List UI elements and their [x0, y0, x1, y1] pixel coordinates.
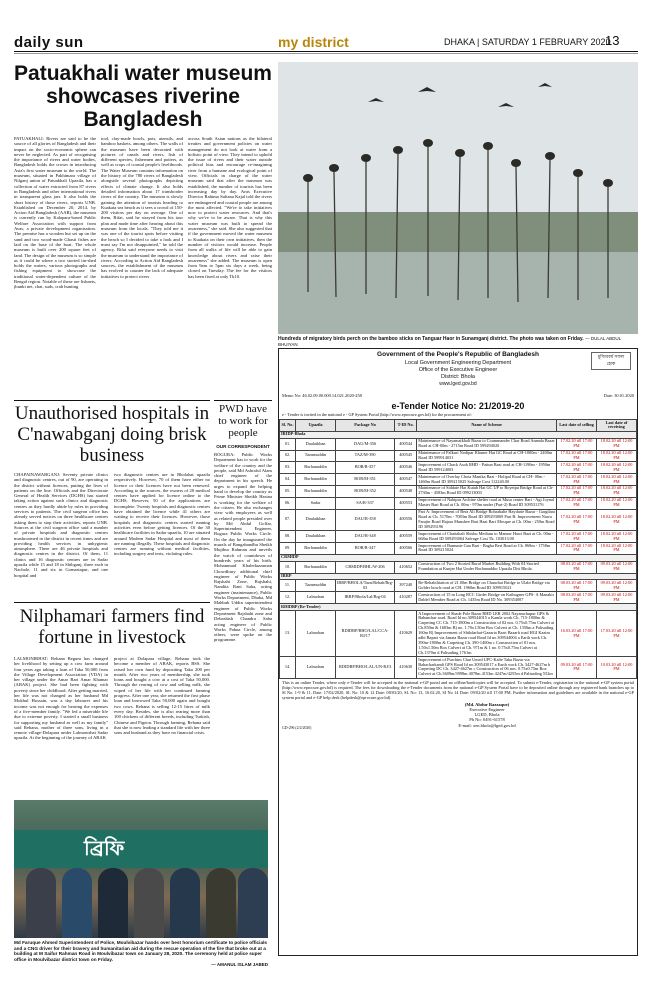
- tender-cell-recv: 09.03.20 till 12:00 PM: [597, 580, 637, 592]
- brand-logo: daily sun: [14, 34, 84, 51]
- tender-group-row: [280, 554, 637, 561]
- tender-cell-upazila: Borhanuddin: [296, 543, 336, 555]
- story3-headline: PWD have to work for people: [218, 403, 268, 439]
- tender-group-row: [280, 431, 637, 438]
- tender-cell-sell: 08.03.20 till 17:00 PM: [557, 592, 597, 604]
- tender-cell-recv: 18.02.20 till 12:00 PM: [597, 509, 637, 531]
- person-figure: [206, 868, 236, 938]
- tender-cell-sl: 07.: [280, 509, 296, 531]
- tender-col-header: Sl. No.: [280, 420, 296, 432]
- tender-row: [280, 611, 637, 657]
- banner-text: ব্রিফি: [84, 836, 125, 860]
- tender-group-row: [280, 604, 637, 611]
- tender-bn-tag: মুজিববর্ষ সফল হোক: [591, 352, 631, 370]
- tender-row: [280, 450, 637, 462]
- tender-cell-recv: 18.02.20 till 12:00 PM: [597, 531, 637, 543]
- tender-row: [280, 543, 637, 555]
- tender-cell-pkg: SA/R-337: [336, 497, 395, 509]
- story3-col: [214, 452, 272, 794]
- masthead-subrule: [14, 53, 638, 54]
- tender-col-header: Last date of selling: [557, 420, 597, 432]
- tender-cell-recv: 09.03.20 till 12:00 PM: [597, 592, 637, 604]
- tender-cell-pkg: DAU/R-348: [336, 531, 395, 543]
- person-figure: [238, 868, 268, 938]
- tender-cell-upazila: Borhanuddin: [296, 474, 336, 486]
- tender-cell-sell: 16.03.20 till 17:00 PM: [557, 611, 597, 657]
- tender-cell-tid: 410630: [395, 657, 417, 679]
- tender-memo: Memo No: 46.02.09.00.000.14.021.2020-258: [282, 393, 362, 398]
- story2-col2: [114, 472, 210, 600]
- tender-title: e-Tender Notice No: 21/2019-20: [391, 401, 525, 411]
- tender-cell-tid: 400553: [395, 497, 417, 509]
- tender-cell-sl: 06.: [280, 497, 296, 509]
- tender-cell-upazila: Lalmohan: [296, 657, 336, 679]
- tender-col-header: Upazila: [296, 420, 336, 432]
- tender-cell-scheme: Part A: Improvement of Bera Ali Bridge Bohrabalie Haydarie Bazar - Gargilara Road at Ch. 5170m - 7083m Road ID 309293069 Part B: Improvement Nawa Farajin Road Hajara Munshee Bari Haat Bari Mosque at Ch. 00m - 250m Road ID 309293196: [418, 509, 555, 529]
- tender-cell-tid: 400566: [395, 543, 417, 555]
- person-figure: [26, 868, 56, 938]
- tender-group-name: CRMIDP: [280, 554, 637, 561]
- tender-row: [280, 657, 637, 679]
- story2-rule: [14, 400, 210, 401]
- tender-row: [280, 531, 637, 543]
- tender-cell-sell: 08.03.20 till 17:00 PM: [557, 561, 597, 573]
- tender-cell-upazila: Borhanuddin: [296, 462, 336, 474]
- tender-cell-recv: 18.02.20 till 12:00 PM: [597, 485, 637, 497]
- tender-gov: Government of the People's Republic of Bangladesh: [377, 351, 539, 358]
- tender-cell-sell: 17.02.20 till 17:00 PM: [557, 450, 597, 462]
- tender-cell-scheme: Construction of Two 2 Storied Rural Market Building With 04 Storied Foundation at Kunjer Hat Under Borhanuddin Upazila Dist Bhola.: [417, 561, 557, 573]
- tender-group-name: RDIDBP (Re-Tender): [280, 604, 637, 611]
- tender-cell-scheme: Re-Rehabilitation of 21.00m Bridge on Chanchat Bridge to Ulabi Bridge via Golder bowls road at CH. 1960m Road ID 309915021: [417, 580, 557, 592]
- story4-col2: [114, 656, 210, 796]
- birds-caption: [278, 336, 638, 348]
- tender-cell-pkg: DAU/R-358: [336, 509, 395, 531]
- tender-intro: e - Tender is invited in the national e - GP System Portal (http://www.eprocure.gov.bd) for the procurement of:: [282, 412, 472, 417]
- tender-cell-scheme: Construction of 15 m Long RCC Girder Bridge on Kathugner GPS- A Manakir Daldel Member Road at Ch. 1435m Road ID No. 309354087: [417, 592, 557, 604]
- tender-signer-title: Executive Engineer: [469, 706, 505, 712]
- tender-signer: (Md. Abdur Razzaque): [464, 701, 510, 707]
- tender-row: [280, 561, 637, 573]
- award-credit: — AMANUL ISLAM JABED: [211, 962, 268, 968]
- tender-cell-tid: 400548: [395, 485, 417, 497]
- person-figure: [134, 868, 164, 938]
- tender-footnote: This is an online Tender, where only e-Tender will be accepted in the national e-GP portal and no offline/hardcopies will be accepted. To submit e-Tender, registration in the national e-GP system portal (http://www.eprocure.gov.bd) is required. The fees for downloading the e-Tender documents from the national e-GP System Portal have to be deposited online through any registered bank branches up to Sl No: 1-9 & 11, Date: 17/02/2020, SL No: 10 & 12 Date: 08/03/20, SL No: 13, 16.02.20, SI No 14 Date: 09/02/20 till 17:00 PM. Further information and guidelines are available in the national e-GP system portal and e-GP help desk (helpdesk@eprocure.gov.bd): [282, 679, 634, 700]
- person-figure: [98, 868, 128, 938]
- tender-cell-pkg: DAU/M-356: [336, 438, 395, 450]
- tender-cell-upazila: Tazumuddin: [296, 580, 336, 592]
- tender-cell-pkg: CRMIDP/BHL/W-206: [336, 561, 395, 573]
- page-number: 13: [605, 33, 620, 48]
- tender-dept: Local Government Engineering Department: [404, 360, 512, 366]
- tender-cell-sell: 08.03.20 till 17:00 PM: [557, 580, 597, 592]
- tender-date: Date: 30.01.2020: [603, 393, 634, 398]
- tender-cell-scheme: Improvement of Bamunie Gau Bari - Bagha Beri Road at Ch. 868m - 1758m Road ID 309215024: [417, 543, 557, 555]
- story1-headline: Patuakhali water museum showcases riverine Bangladesh: [14, 62, 272, 131]
- tender-cell-tid: 400546: [395, 462, 417, 474]
- tender-cell-sell: 17.02.20 till 17:00 PM: [557, 497, 597, 509]
- story1-col2: [101, 136, 183, 396]
- tender-cell-recv: 18.02.20 till 12:00 PM: [597, 497, 637, 509]
- tender-cell-recv: 18.02.20 till 12:00 PM: [597, 462, 637, 474]
- masthead-rule: [14, 51, 638, 52]
- tender-cell-upazila: Daulatkhan: [296, 531, 336, 543]
- birds-photo: [278, 62, 638, 334]
- tender-cell-upazila: Borhanuddin: [296, 561, 336, 573]
- tender-cell-sell: 09.03.20 till 17:00 PM: [557, 657, 597, 679]
- tender-cell-scheme: Improvement of Purchim Char Umed UPC-Kalie Taka Bazar via Bahacharkandi GPS Road Id no.309543017 a Earth work Ch. 3427-4627m b Carpeting DC Ch. 3427-4627m c Construction of 06 nos. 0.75x0.75m Box Culvert at Ch.3609m/3998m 4078m 4153m 4247m/4255m d Palisading 552m: [417, 657, 557, 679]
- tender-cell-scheme: Maintenance of Nayamatkhali Bazar to Coammander Char Road Ananda Bazar Road at CH-00m - 2715m Road ID 599294020: [418, 438, 555, 449]
- tender-cell-tid: 400544: [395, 438, 417, 450]
- tender-cell-sell: 17.02.20 till 17:00 PM: [557, 509, 597, 531]
- story2-col1: [14, 472, 108, 600]
- tender-cell-scheme: A Improvement of Shade Pole Bazar RHD LER 2002 Nayamchupur GPS & Bahanchar road. Road Id no.309544015 a Kamla work Ch. 715-1800m & Carpeting CC Ch. 715-1800m a Construction of 02 nos. 0.75x0.75m Culvert at Ch.850m & 1683m B) no. 1.70x1.50m Box Culvert at Ch. 1356m a Palisading 160m R) Improvement of Shikdarhat-Gazaria Barri Bazarh road HGI Kazim adhi Bapari via Janata Bazar road Road Id no.309544004 a Earth work Ch. 390m-1800m & Carpeting Ch. 390-1400m c Construction of 01 nos. 1.50x1.50m Box Culvert at Ch. 971m & 1 no. 0.75x0.75m Culvert at Ch.1370m d Palisading 1761m: [417, 611, 557, 657]
- story1-text-2: tool, clay-made bowls, pots, utensils, and bamboo baskets, among others. The walls of the museum have been decorated with pictures of canals and rivers, fish of different species, fishermen and potters, as well as crops of coastal people's livelihoods. The Water Museum contains information on the history of the 780 rivers of Bangladesh alongside several photographs depicting effects of climate change. It also holds detailed information about 17 transborder rivers of the country. The museum is slowly gaining the attention of tourists heading to Kuakata sea beach as it sees a crowd of 150-200 visitors per day on average. One of them, Rifat, said he strayed from his tour plan and made time after hearing about this museum from the locals. "They told me it was one of the tourist spots before visiting the beach so I decided to take a look and I must say I'm not disappointed," he told the agency. Rifat said everyone needs to visit the museum to understand the importance of rivers. According to Action Aid Bangladesh sources, the establishment of the museum has evolved to counter the lack of adequate initiatives to protect rivers: [101, 136, 183, 279]
- tender-notice: [278, 348, 638, 956]
- tender-district: District: Bhola: [441, 374, 475, 380]
- tender-cell-sell: 17.02.20 till 17:00 PM: [557, 543, 597, 555]
- story1-col3: [188, 136, 272, 396]
- tender-cell-scheme: Maintenance of Siddate Hat Kutub Hat GC UP to Boyeipu Bridge Road at Ch- 2730m - 4583m Road ID 099213003: [417, 485, 557, 497]
- tender-cell-upazila: Tazumuddin: [296, 450, 336, 462]
- tender-cell-sl: 02.: [280, 450, 296, 462]
- story2-text-2: two diagnostic centres are in Bholahat upazila respectively. However, 70 of them have either no licence or their licences have not been renewed. According to the sources, the owners of 20 medical centres have applied for licence online to the DGHS. However, 50 of the applications are incomplete. Twenty hospitals and diagnostic centres have obtained the licence while 41 others are waiting to receive their licences. However, those hospitals and diagnostic centres started running activities even before getting licences. Of the 30 healthcare facilities in Sadar upazila, 10 are situated around Modern Sadar Hospital and most of them are running illegally. These hospitals and diagnostic centres are running without medical facilities, including surgery and tests, violating rules.: [114, 472, 210, 557]
- tender-gd: GD-296 (2/2/2020): [282, 725, 312, 730]
- tender-cell-recv: 18.02.20 till 12:00 PM: [597, 450, 637, 462]
- tender-cell-upazila: Daulatkhan: [296, 438, 336, 450]
- tender-web: www.lged.gov.bd: [439, 381, 477, 387]
- tender-cell-pkg: BOR/M-351: [336, 474, 395, 486]
- tender-cell-upazila: Lalmohan: [296, 611, 336, 657]
- tender-cell-scheme: Improvement of Chack Asok RHD - Paitun Bazi road at CH-1190m - 1950m Road ID 599124003: [417, 462, 557, 474]
- tender-cell-pkg: BOR/R-357: [336, 462, 395, 474]
- tender-cell-tid: 397240: [395, 580, 417, 592]
- story3-rule: [214, 400, 272, 401]
- tender-cell-pkg: IRRP/BHOLA/Tazu/Rehab/Brg-03: [337, 579, 394, 590]
- tender-signer-phone: Ph No: 0491-61578: [469, 717, 505, 723]
- tender-cell-sl: 10.: [280, 561, 296, 573]
- birds-credit: — DULAL ABDUL BHUIYAN: [278, 336, 622, 347]
- tender-cell-tid: 410629: [395, 611, 417, 657]
- tender-cell-pkg: BOR/R-347: [336, 543, 395, 555]
- award-photo: [14, 800, 268, 938]
- tender-row: [280, 592, 637, 604]
- award-caption-text: Md Faruque Ahmed Superintendent of Police, Moulvibazar hands over best honorium certificate to police officials and a CNG driver for their bravery and humanitarian aid during the rescue operation of the fire that broke out at a building at M Saifur Rahman Road in Moulvibazar town on January 28, 2020. The ceremony held at police super office in Moulvibazar district town on Friday.: [14, 940, 267, 962]
- tender-header: [279, 349, 637, 393]
- tender-group-name: IRIDP-Bhola: [280, 431, 637, 438]
- tender-row: [280, 474, 637, 486]
- tender-row: [280, 438, 637, 450]
- tender-cell-sl: 04.: [280, 474, 296, 486]
- tender-memo-line: [279, 393, 637, 401]
- photo-banner: [14, 830, 268, 868]
- tender-col-header: Package No: [336, 420, 395, 432]
- story3-text: BOGURA: Public Works Department has to work for the welfare of the country and the people, said Md Ashraful Alam chief engineer of the department in his speech. He urges to expand the helping hand to develop the country as Prime Minister Sheikh Hasina is working for the welfare of the citizen. He also exchanges view with employees as well as related people presided over by Md Abdul Goffar, Superintendent Engineer, Bogura Public Works Circle. On the day he inaugurated the murals of Bangabandhu Sheikh Mujibur Rahman and unveils the watch of countdown of hundreds years of his birth. Mohammad Khaleduzzaman Chowdhury additional chief engineer of Public Works Rajshahi Zone, Rajshahi, Nandita Rani Saha, acting engineer (maintenance), Public Works Department, Dhaka, Md Mahbub Uddin superintendent engineer of Public Works Department Rajshahi zone and Debashish Chandra Saha acting engineer of Public Works Pabna Circle, among others, were spoke on the programme.: [214, 452, 272, 643]
- story4-headline: Nilphamari farmers find fortune in livestock: [19, 606, 205, 648]
- tender-col-header: T-ID No.: [395, 420, 417, 432]
- tender-cell-upazila: Sadar: [296, 497, 336, 509]
- tender-cell-scheme: Improvement of Nabipur Archine shelter road at Musa center Bari - Agi Joynal Master Bari Road at Ch. 00m - 970m under (Part-2) Road ID 309531176: [417, 497, 557, 509]
- tender-cell-recv: 09.03.20 till 12:00 PM: [597, 561, 637, 573]
- tender-table-body: [280, 431, 637, 678]
- tender-table-header: [280, 420, 637, 432]
- tender-group-name: IRRP: [280, 573, 637, 580]
- tender-cell-tid: 410652: [395, 561, 417, 573]
- tender-office: Office of the Executive Engineer: [418, 367, 498, 373]
- tender-cell-upazila: Daulatkhan: [296, 509, 336, 531]
- tender-row: [280, 485, 637, 497]
- tender-cell-pkg: BOR/M-352: [336, 485, 395, 497]
- tender-cell-sl: 05.: [280, 485, 296, 497]
- tender-signer-email: E-mail: xen.bhola@lged.gov.bd: [458, 722, 516, 728]
- tender-cell-scheme: Maintenance of Overlay Chota Manika Bazi - Holipal Road at CH- 00m - 1460m Road ID 309215025 Salvage Cost 112240.00: [417, 474, 557, 486]
- tender-col-header: Last date of receiving: [597, 420, 637, 432]
- tender-cell-tid: 410287: [395, 592, 417, 604]
- tender-cell-sell: 17.02.20 till 17:00 PM: [557, 462, 597, 474]
- tender-cell-sell: 17.02.20 till 17:00 PM: [557, 474, 597, 486]
- tender-row: [280, 497, 637, 509]
- section-title: my district: [278, 34, 349, 50]
- tender-cell-sl: 01.: [280, 438, 296, 450]
- tender-cell-tid: 400559: [395, 531, 417, 543]
- tender-row: [280, 462, 637, 474]
- tender-col-header: Name of Scheme: [417, 420, 557, 432]
- tender-row: [280, 509, 637, 531]
- tender-cell-sl: 08.: [280, 531, 296, 543]
- tender-signer-org: LGED, Bhola: [474, 712, 500, 718]
- tender-cell-sell: 17.02.20 till 17:00 PM: [557, 531, 597, 543]
- tender-signature: [279, 701, 637, 731]
- story1-text-1: PATUAKHALI: Rivers are said to be the source of all glories of Bangladesh and their impact on the socio-economic sphere can never be neglected. As part of recognising the importance of rivers and water bodies, Bangladesh holds the crown in introducing Asia's first water museum to the world. The museum, situated in Pakhimara village of Nilganj union of Patuakhali Upazila, has a collection of water extracted from 87 rivers in Bangladesh and other international rivers in transparent glass jars. It also holds the short history of those rivers, reports UNB. Established on December 20, 2014, by Action Aid Bangladesh (AAB), the museum is currently run by Kalapara-based Public Welfare Association with support from Avas, a private development organisation. The premise has a wooden hut set up on the sand and two wood-made Ghasit fishes are laid on the base of the boat. The whole museum is built over 200 square feet of land. The design of the museum is so simple as it could be where a two storied tin-shed holds the waters, various photographs and fishing equipment to showcase the traditional water-dependent culture of the Bengal region. Notable of these are fishnets, jhunki net, chai, suds, crab hunting: [14, 136, 96, 290]
- tender-cell-recv: 18.02.20 till 12:00 PM: [597, 543, 637, 555]
- story4-text-1: LALMONIRHAT: Rehana Begum has changed her livelihood by setting up a cow farm around four years ago taking a loan of Taka 50,000 from the Village Development Association (VDA) in her village under the Amar Bari Amar Khamar (ABAK) project. She had been fighting with poverty since her childhood. After getting married, her life was not changed as her husband Md Mokhul Hossain, was a day labourer and his income was not enough for bearing the expenses of a five-member family. "We led a miserable life due to extreme poverty. I started a small business for supporting my husband as well as my family" said Rehana, mother of three sons, living in a remote village-Dolapara under Lalmonirhat Sadar upazila. At the beginning of the journey of ABAK: [14, 656, 108, 741]
- tender-cell-upazila: Borhanuddin: [296, 485, 336, 497]
- tender-cell-sl: 14.: [280, 657, 296, 679]
- person-figure: [62, 868, 92, 938]
- story2-headline: Unauthorised hospitals in C'nawabganj doing brisk business: [14, 403, 210, 466]
- masthead: [0, 0, 650, 52]
- story4-rule: [14, 602, 210, 603]
- tender-cell-tid: 400556: [395, 509, 417, 531]
- story3-byline: OUR CORRESPONDENT: [216, 444, 270, 449]
- story1-col1: [14, 136, 96, 396]
- tender-cell-tid: 400547: [395, 474, 417, 486]
- tender-cell-upazila: Lalmohan: [296, 592, 336, 604]
- birds-caption-text: Hundreds of migratory birds perch on the bamboo sticks on Tanguar Haor in Sunamganj district. The photo was taken on Friday.: [278, 336, 584, 342]
- tender-cell-pkg: RDIDBP/BHO/LAL/CCA-RJ/17: [336, 611, 395, 657]
- tender-cell-recv: 17.03.20 till 12:00 PM: [597, 611, 637, 657]
- tender-cell-sl: 09.: [280, 543, 296, 555]
- tender-row: [280, 580, 637, 592]
- person-figure: [170, 868, 200, 938]
- tender-table: [279, 419, 637, 679]
- story4-col1: [14, 656, 108, 796]
- dateline: DHAKA | SATURDAY 1 FEBRUARY 2020: [444, 37, 611, 47]
- story2-text-1: CHAPAINAWABGANJ: Seventy private clinics and diagnostic centres, out of 90, are operating in the district without licences, putting the lives of patients on the line. Officials and the Directorate General of Health Services (DGHS) has started taking action against such clinics and diagnostic centres as they hardly abide by rules in providing services to patients. The civil surgeon office has already served notices on three healthcare centres asking them to stop their activities, reports UNB. Sources at the civil surgeon office said a number of private hospitals and diagnostic centres mushroomed in the district in recent times and are providing health services in unhygienic atmosphere. There are 46 private hospitals and diagnostic centres in the district. Of them, 11 clinics and 16 diagnostic centres are in Sadar upazila while 15 and 18 in Shibganj, three each in Nachole, 11 and six in Gomastapur, and one hospital and: [14, 472, 108, 578]
- birds-illustration: [278, 62, 638, 334]
- tender-cell-sl: 03.: [280, 462, 296, 474]
- story4-text-2: project at Dolapara village, Rehana took the become a member of ABAK, reports BSS. She raised her own fund by depositing Taka 200 per month. After two years of membership, she took loans and bought a cow at a cost of Taka 50,000. Through the rearing of cow and selling milk, she wiped of her life with her continued farming progress. After one year, she returned the first phase loan and borrowed Taka 50,000 again and bought two cows. Rehana is selling 12-15 litres of milk every day. Besides, she is also rearing more than 100 chickens of different breeds, including Turkish, Chinese and Pigeon. Through farming, Rehana said that she is now leading a standard life with her three sons and husband as they have no financial crisis.: [114, 656, 210, 736]
- tender-cell-sl: 12.: [280, 592, 296, 604]
- tender-cell-recv: 18.02.20 till 12:00 PM: [597, 438, 637, 450]
- award-caption: [14, 940, 268, 968]
- tender-signer-block: [447, 702, 527, 728]
- tender-cell-scheme: Maintenance of Falkuri Nodipar Khuner Hat GC Road at CH-1000m - 2400m Road ID 599914031: [417, 450, 557, 462]
- tender-cell-scheme: Improvement of Chaitabali Shishu Medium to Mansur Hawi Bazi at Ch. 00m - 668m Road ID 509293004 Salvage Cost Tk. 103013.00: [417, 531, 557, 543]
- tender-cell-tid: 400545: [395, 450, 417, 462]
- tender-cell-sl: 11.: [280, 580, 296, 592]
- story1-text-3: across South Asian nations as the bilateral treaties and government policies on water management do not look at water from a holistic point of view. They intend to uphold the issue of rivers and their water outside political bias and encourage re-imagining river from a humane and ecological point of view. Officials in charge of the water museum said that after the museum was established, the number of tourists has been increasing day by day. Avas Executive Director Rahima Sultana Kajal told the rivers are endangered and coastal people are among the most affected. "We're to take initiatives now to protect water resources. And that's why we've to be aware. That is why this water museum was built to spread the awareness," she said. She also suggested that if the government moved the water museum to Kuakata on their own initiatives, then the number of visitors would increase. People from all walks of life will be able to gain knowledge about rivers and raise their awareness" she added. The museum is open from 9am to 5pm six days a week, being closed on Tuesday. The fee for the visitors has been fixed at only Tk10.: [188, 136, 272, 279]
- tender-cell-sell: 17.02.20 till 17:00 PM: [557, 485, 597, 497]
- tender-cell-pkg: TAZ/M-390: [336, 450, 395, 462]
- tender-group-row: [280, 573, 637, 580]
- tender-cell-recv: 10.03.20 till 12:00 PM: [597, 657, 637, 679]
- tender-cell-pkg: RDIDBP/BHO/LAL/UN-RJ/3: [336, 657, 395, 679]
- tender-cell-recv: 18.02.20 till 12:00 PM: [597, 474, 637, 486]
- tender-cell-sl: 13.: [280, 611, 296, 657]
- tender-cell-sell: 17.02.20 till 17:00 PM: [557, 438, 597, 450]
- tender-cell-pkg: IRRP/Bhola/Lal/Brg-04: [336, 592, 395, 604]
